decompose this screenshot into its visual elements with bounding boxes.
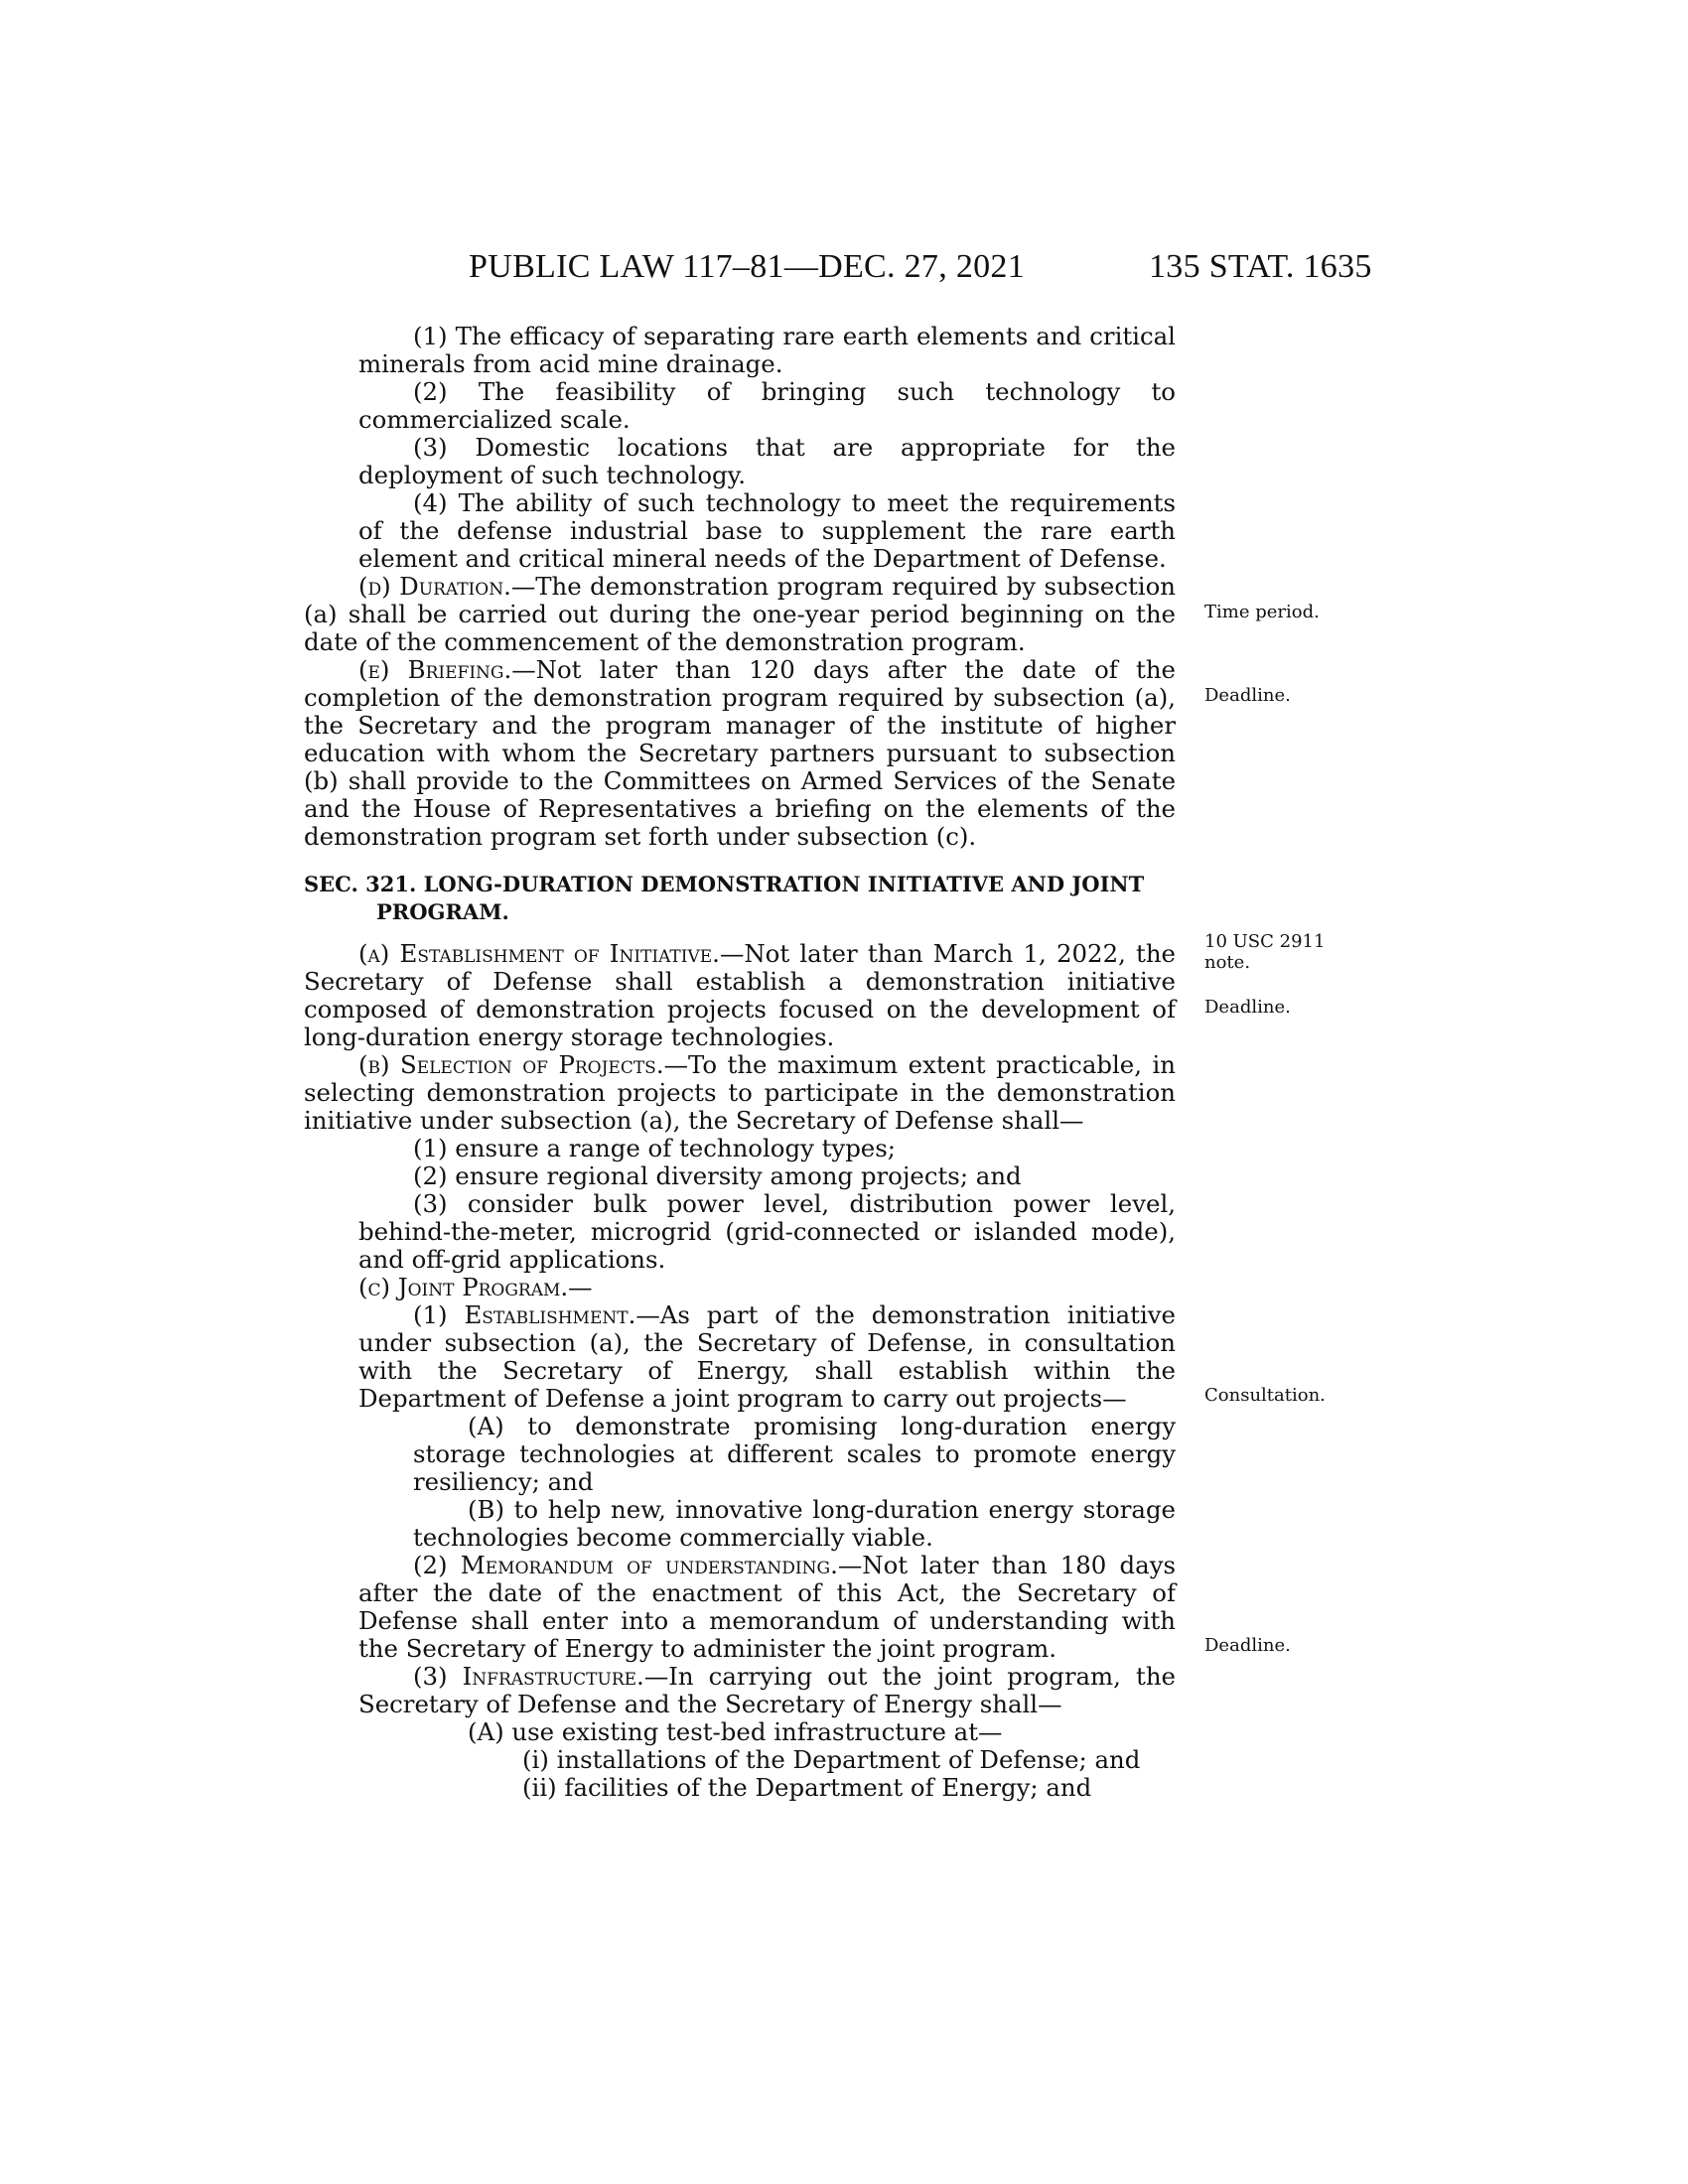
- heading-duration: (d) Duration.: [358, 572, 511, 601]
- paragraph-c2-memorandum: [304, 1552, 1176, 1663]
- text-c1-establishment: —As part of the demonstration initiative under subsection (a), the Secretary of Defense, in consultation with the Secretary of Energy, shall establish within the Department of Defense a joint program to carry out projects—: [358, 1300, 1176, 1413]
- running-header-title: PUBLIC LAW 117–81—DEC. 27, 2021: [469, 248, 1026, 285]
- heading-joint-program: (c) Joint Program.: [358, 1273, 569, 1301]
- paragraph-c3-infrastructure: [304, 1663, 1176, 1718]
- margin-note-usc-citation: 10 USC 2911: [1204, 931, 1326, 952]
- section-321-heading: SEC. 321. LONG-DURATION DEMONSTRATION INITIATIVE AND JOINT PROGRAM.: [304, 872, 1145, 924]
- text-duration: —The demonstration program required by subsection (a) shall be carried out during the one-year period beginning on the date of the commencement of the demonstration program.: [304, 572, 1176, 656]
- paragraph-c1-establishment: [304, 1301, 1176, 1413]
- heading-establishment-initiative: (a) Establishment of Initiative.: [358, 939, 720, 968]
- paragraph-c1B: (B) to help new, innovative long-duration energy storage technologies become commercially viable.: [413, 1495, 1176, 1552]
- paragraph-c3Ai: (i) installations of the Department of Defense; and: [522, 1745, 1141, 1774]
- text-selection-projects: —To the maximum extent practicable, in selecting demonstration projects to participate in the demonstration initiative under subsection (a), the Secretary of Defense shall—: [304, 1050, 1176, 1135]
- margin-note-deadline-initiative: Deadline.: [1204, 997, 1291, 1018]
- heading-selection-projects: (b) Selection of Projects.: [358, 1050, 664, 1079]
- heading-c2-memorandum: (2) Memorandum of understanding.: [413, 1551, 838, 1579]
- paragraph-d-duration: [304, 573, 1176, 656]
- paragraph-c3Aii: (ii) facilities of the Department of Energy; and: [522, 1773, 1092, 1802]
- dash-joint-program: —: [568, 1273, 593, 1301]
- paragraph-b-selection: [304, 1051, 1176, 1135]
- paragraph-c2: (2) The feasibility of bringing such technology to commercialized scale.: [358, 377, 1176, 434]
- heading-briefing: (e) Briefing.: [358, 655, 512, 684]
- margin-note-deadline-memorandum: Deadline.: [1204, 1635, 1291, 1656]
- margin-note-time-period: Time period.: [1204, 602, 1320, 622]
- text-c3-infrastructure: —In carrying out the joint program, the Secretary of Defense and the Secretary of Energy shall—: [358, 1662, 1176, 1718]
- margin-note-deadline-briefing: Deadline.: [1204, 685, 1291, 706]
- paragraph-e-briefing: [304, 656, 1176, 851]
- paragraph-b3: (3) consider bulk power level, distribution power level, behind-the-meter, microgrid (grid-connected or islanded mode), and off-grid applications.: [358, 1189, 1176, 1274]
- heading-c3-infrastructure: (3) Infrastructure.: [413, 1662, 644, 1691]
- paragraph-c1A: (A) to demonstrate promising long-duration energy storage technologies at different scales to promote energy resiliency; and: [413, 1412, 1176, 1496]
- text-establishment-initiative: —Not later than March 1, 2022, the Secretary of Defense shall establish a demonstration initiative composed of demonstration projects focused on the development of long-duration energy storage technologies.: [304, 939, 1176, 1051]
- margin-note-usc-note: note.: [1204, 952, 1251, 973]
- paragraph-c-joint-program: [304, 1274, 1176, 1301]
- paragraph-b1: (1) ensure a range of technology types;: [413, 1134, 896, 1162]
- body-text-column: [304, 323, 1176, 1802]
- text-briefing: —Not later than 120 days after the date of the completion of the demonstration program required by subsection (a), the Secretary and the program manager of the institute of higher education with whom the Secretary partners pursuant to subsection (b) shall provide to the Committees on Armed Services of the Senate and the House of Representatives a briefing on the elements of the demonstration program set forth under subsection (c).: [304, 655, 1176, 851]
- text-c2-memorandum: —Not later than 180 days after the date of the enactment of this Act, the Secretary of Defense shall enter into a memorandum of understanding with the Secretary of Energy to administer the joint program.: [358, 1551, 1177, 1663]
- paragraph-c3A: (A) use existing test-bed infrastructure at—: [468, 1717, 1003, 1746]
- paragraph-c1: (1) The efficacy of separating rare earth elements and critical minerals from acid mine drainage.: [358, 322, 1176, 378]
- paragraph-a-establishment: [304, 940, 1176, 1051]
- running-header-page-number: 135 STAT. 1635: [1149, 248, 1372, 285]
- paragraph-b2: (2) ensure regional diversity among projects; and: [413, 1161, 1022, 1190]
- paragraph-c3: (3) Domestic locations that are appropriate for the deployment of such technology.: [358, 433, 1176, 489]
- heading-c1-establishment: (1) Establishment.: [413, 1300, 636, 1329]
- paragraph-c4: (4) The ability of such technology to meet the requirements of the defense industrial base to supplement the rare earth element and critical mineral needs of the Department of Defense.: [358, 488, 1176, 573]
- margin-note-consultation: Consultation.: [1204, 1385, 1326, 1406]
